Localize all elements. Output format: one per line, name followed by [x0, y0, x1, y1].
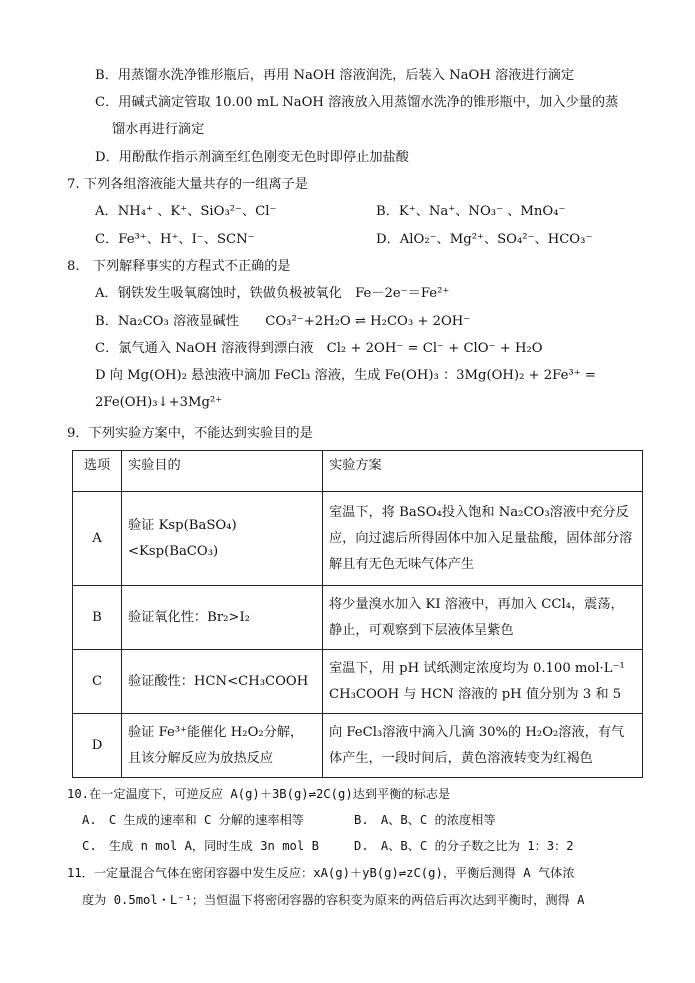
- q10-option-d: D. A、B、C 的分子数之比为 1：3：2: [354, 839, 574, 853]
- q8-option-b: B．Na₂CO₃ 溶液显碱性 CO₃²⁻+2H₂O ⇌ H₂CO₃ + 2OH⁻: [95, 314, 471, 329]
- table-header-row: [73, 451, 643, 492]
- row-option: A: [73, 492, 122, 586]
- q7-stem: 7. 下列各组溶液能大量共存的一组离子是: [67, 177, 308, 192]
- table-header-goal: 实验目的: [122, 451, 323, 492]
- q10-stem: 10.在一定温度下，可逆反应 A(g)＋3B(g)⇌2C(g)达到平衡的标志是: [67, 787, 451, 801]
- row-goal: 验证 Ksp(BaSO₄) <Ksp(BaCO₃): [122, 492, 323, 586]
- q10-option-c: C. 生成 n mol A，同时生成 3n mol B: [82, 839, 319, 853]
- q7-option-b: B．K⁺、Na⁺、NO₃⁻ 、MnO₄⁻: [376, 204, 566, 219]
- row-plan: 向 FeCl₃溶液中滴入几滴 30%的 H₂O₂溶液，有气体产生，一段时间后，黄色溶液转变为红褐色: [323, 714, 643, 778]
- q8-stem: 8. 下列解释事实的方程式不正确的是: [67, 259, 291, 274]
- table-row: [73, 714, 643, 778]
- q6-option-c-line2: 馏水再进行滴定: [112, 122, 205, 137]
- row-goal: 验证酸性：HCN<CH₃COOH: [122, 650, 323, 714]
- q7-option-d: D．AlO₂⁻、Mg²⁺、SO₄²⁻、HCO₃⁻: [376, 232, 593, 247]
- q7-option-c: C．Fe³⁺、H⁺、I⁻、SCN⁻: [95, 232, 255, 247]
- q8-option-d-line2: 2Fe(OH)₃↓+3Mg²⁺: [95, 395, 223, 410]
- q11-line2: 度为 0.5mol・L⁻¹；当恒温下将密闭容器的容积变为原来的两倍后再次达到平衡时，测得 A: [82, 893, 585, 907]
- row-option: B: [73, 586, 122, 650]
- q6-option-d: D．用酚酞作指示剂滴至红色刚变无色时即停止加盐酸: [95, 150, 409, 165]
- table-header-plan: 实验方案: [323, 451, 643, 492]
- q8-option-c: C．氯气通入 NaOH 溶液得到漂白液 Cl₂ + 2OH⁻ = Cl⁻ + ClO⁻ + H₂O: [95, 341, 543, 356]
- row-plan: 室温下，用 pH 试纸测定浓度均为 0.100 mol·L⁻¹ CH₃COOH 与 HCN 溶液的 pH 值分别为 3 和 5: [323, 650, 643, 714]
- row-goal: 验证 Fe³⁺能催化 H₂O₂分解，且该分解反应为放热反应: [122, 714, 323, 778]
- q6-option-b: B．用蒸馏水洗净锥形瓶后，再用 NaOH 溶液润洗，后装入 NaOH 溶液进行滴定: [95, 68, 575, 83]
- row-option: D: [73, 714, 122, 778]
- q8-option-a: A．钢铁发生吸氧腐蚀时，铁做负极被氧化 Fe－2e⁻＝Fe²⁺: [95, 286, 450, 301]
- table-row: [73, 650, 643, 714]
- q9-stem: 9．下列实验方案中，不能达到实验目的是: [67, 426, 313, 441]
- q6-option-c-line1: C．用碱式滴定管取 10.00 mL NaOH 溶液放入用蒸馏水洗净的锥形瓶中，加入少量的蒸: [95, 95, 619, 110]
- q7-option-a: A．NH₄⁺ 、K⁺、SiO₃²⁻、Cl⁻: [95, 204, 277, 219]
- q10-option-a: A. C 生成的速率和 C 分解的速率相等: [82, 813, 304, 827]
- table-row: [73, 586, 643, 650]
- row-plan: 室温下，将 BaSO₄投入饱和 Na₂CO₃溶液中充分反应，向过滤后所得固体中加入足量盐酸，固体部分溶解且有无色无味气体产生: [323, 492, 643, 586]
- row-goal: 验证氧化性：Br₂>I₂: [122, 586, 323, 650]
- q10-option-b: B. A、B、C 的浓度相等: [354, 813, 496, 827]
- q8-option-d-line1: D 向 Mg(OH)₂ 悬浊液中滴加 FeCl₃ 溶液，生成 Fe(OH)₃ ：3Mg(OH)₂ + 2Fe³⁺ =: [95, 368, 596, 383]
- table-header-option: 选项: [73, 451, 122, 492]
- q11-line1: 11．一定量混合气体在密闭容器中发生反应：xA(g)＋yB(g)⇌zC(g)，平衡后测得 A 气体浓: [67, 866, 575, 880]
- row-option: C: [73, 650, 122, 714]
- table-row: [73, 492, 643, 586]
- q9-table: [72, 450, 643, 778]
- row-plan: 将少量溴水加入 KI 溶液中，再加入 CCl₄，震荡，静止，可观察到下层液体呈紫色: [323, 586, 643, 650]
